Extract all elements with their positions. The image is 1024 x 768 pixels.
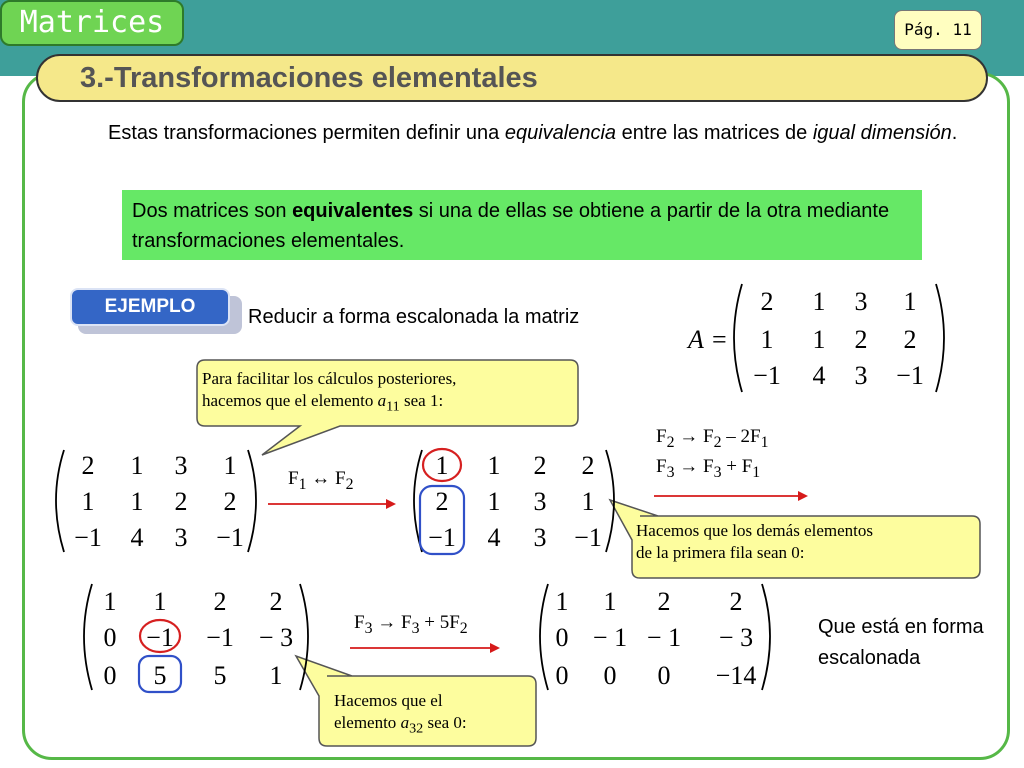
operation-f3-5f2	[354, 612, 468, 638]
matrix-4-cell-0-3: 2	[729, 587, 743, 616]
op4-a: F	[354, 612, 365, 633]
op2-arrow: →	[674, 426, 703, 447]
callout-3-text	[334, 690, 467, 739]
op4-a-sub: 3	[364, 619, 373, 637]
operation-swap-f1-f2	[288, 468, 354, 494]
matrix-1-cell-0-1: 1	[130, 451, 144, 480]
operation-f3	[656, 456, 760, 482]
matrix-3-cell-2-3: 1	[269, 661, 283, 690]
arrow-2-head	[798, 491, 808, 501]
matrix-2-cell-0-1: 1	[487, 451, 501, 480]
matrix-4-cell-2-2: 0	[657, 661, 671, 690]
matrix-1-cell-1-0: 1	[81, 487, 95, 516]
matrix-4-left-paren	[540, 584, 548, 690]
matrix-4-cell-1-0: 0	[555, 623, 569, 652]
matrix-3-cell-1-2: −1	[206, 623, 234, 652]
matrix-a-cell-1-0: 1	[760, 325, 774, 354]
op4-rest: + 5F	[419, 612, 460, 633]
matrix-a-cell-2-1: 4	[812, 361, 826, 390]
matrix-1-cell-0-3: 1	[223, 451, 237, 480]
callout-3-text-b: sea 0:	[423, 713, 467, 732]
matrix-3-cell-0-0: 1	[103, 587, 117, 616]
callout-1-text	[202, 368, 456, 417]
matrix-1-cell-1-3: 2	[223, 487, 237, 516]
matrix-2-cell-2-1: 4	[487, 523, 501, 552]
matrix-2-cell-2-2: 3	[533, 523, 547, 552]
matrix-4-cell-0-0: 1	[555, 587, 569, 616]
matrix-2-cell-1-2: 3	[533, 487, 547, 516]
matrix-1-cell-1-1: 1	[130, 487, 144, 516]
matrix-3-cell-0-1: 1	[153, 587, 167, 616]
op4-arrow: →	[372, 612, 401, 633]
callout-1-var: a	[377, 391, 387, 410]
op3-b: F	[703, 456, 714, 477]
example-prompt: Reducir a forma escalonada la matriz	[248, 306, 580, 328]
callout-2-line-1: Hacemos que los demás elementos	[636, 521, 873, 540]
app-title: Matrices	[0, 0, 184, 46]
callout-3-text-a: elemento	[334, 713, 401, 732]
op1-a: F	[288, 468, 299, 489]
matrix-4-cell-2-1: 0	[603, 661, 617, 690]
matrix-a-cell-1-2: 2	[854, 325, 868, 354]
op4-b: F	[401, 612, 412, 633]
matrix-a-cell-0-1: 1	[812, 287, 826, 316]
matrix-3-cell-1-1: −1	[146, 623, 174, 652]
op2-a: F	[656, 426, 667, 447]
callout-3-line-2	[334, 712, 467, 739]
op3-a: F	[656, 456, 667, 477]
matrix-4-cell-1-1: − 1	[592, 623, 628, 652]
op3-a-sub: 3	[666, 463, 675, 481]
matrix-2-cell-0-3: 2	[581, 451, 595, 480]
matrix-4-cell-2-0: 0	[555, 661, 569, 690]
op4-rest-sub: 2	[459, 619, 468, 637]
matrices-group	[74, 287, 924, 690]
intro-emphasis-1: equivalencia	[504, 122, 617, 144]
matrix-4-cell-0-2: 2	[657, 587, 671, 616]
definition-bold: equivalentes	[292, 200, 414, 222]
matrix-3-left-paren	[84, 584, 92, 690]
op1-a-sub: 1	[298, 475, 307, 493]
callout-2-line-2: de la primera fila sean 0:	[636, 543, 805, 562]
matrix-4-cell-0-1: 1	[603, 587, 617, 616]
matrix-a-left-paren	[734, 284, 742, 392]
matrix-2-cell-2-3: −1	[574, 523, 602, 552]
page-number-badge: Pág. 11	[894, 10, 982, 50]
definition-text-2: si una de ellas se obtiene a partir de la otra mediante transformaciones elementales.	[132, 200, 890, 252]
matrix-4-cell-1-2: − 1	[646, 623, 682, 652]
callout-3-line-1: Hacemos que el	[334, 691, 443, 710]
example-button[interactable]: EJEMPLO	[70, 288, 230, 326]
op2-b-sub: 2	[713, 433, 722, 451]
matrix-a-cell-0-3: 1	[903, 287, 917, 316]
matrix-2-cell-1-0: 2	[435, 487, 449, 516]
op2-rest: – 2F	[721, 426, 761, 447]
op3-b-sub: 3	[713, 463, 722, 481]
callout-1-line-1: Para facilitar los cálculos posteriores,	[202, 369, 457, 388]
matrix-4-cell-2-3: −14	[715, 661, 757, 690]
callout-1-text-a: hacemos que el elemento	[202, 391, 378, 410]
callout-2-text	[636, 520, 873, 564]
matrix-1-cell-2-0: −1	[74, 523, 102, 552]
matrix-1-right-paren	[248, 450, 256, 552]
matrix-1-cell-2-2: 3	[174, 523, 188, 552]
matrix-3-cell-1-0: 0	[103, 623, 117, 652]
matrix-3-cell-0-3: 2	[269, 587, 283, 616]
conclusion-text: Que está en forma escalonada	[818, 616, 984, 669]
matrix-3-cell-2-1: 5	[153, 661, 167, 690]
matrix-a-cell-1-3: 2	[903, 325, 917, 354]
op1-arrow: ↔	[306, 468, 335, 489]
matrix-3-cell-1-3: − 3	[258, 623, 294, 652]
op3-rest: + F	[721, 456, 753, 477]
matrix-a-name: A	[688, 325, 704, 354]
op2-rest-sub: 1	[760, 433, 769, 451]
matrix-a-cell-2-0: −1	[753, 361, 781, 390]
intro-text-1: Estas transformaciones permiten definir una	[108, 122, 505, 144]
matrix-a-cell-2-3: −1	[896, 361, 924, 390]
intro-text-2: entre las matrices de	[616, 122, 813, 144]
op4-b-sub: 3	[411, 619, 420, 637]
intro-text-3: .	[951, 122, 958, 144]
matrix-2-cell-0-2: 2	[533, 451, 547, 480]
callout-1-line-2	[202, 390, 456, 417]
callout-1-text-b: sea 1:	[399, 391, 444, 410]
section-title: 3.-Transformaciones elementales	[80, 62, 538, 94]
matrix-1-cell-0-0: 2	[81, 451, 95, 480]
matrix-a-right-paren	[936, 284, 944, 392]
arrow-3-head	[490, 643, 500, 653]
matrix-4-right-paren	[762, 584, 770, 690]
matrix-1-cell-0-2: 3	[174, 451, 188, 480]
operation-f2	[656, 426, 769, 452]
callout-3-sub: 32	[409, 720, 424, 737]
matrix-a-cell-2-2: 3	[854, 361, 868, 390]
matrix-2-cell-2-0: −1	[428, 523, 456, 552]
matrix-1-cell-2-3: −1	[216, 523, 244, 552]
matrix-2-cell-0-0: 1	[435, 451, 449, 480]
callout-1-sub: 11	[386, 398, 400, 415]
matrix-a-equals: =	[712, 325, 727, 354]
matrix-4-cell-1-3: − 3	[718, 623, 754, 652]
matrix-a-cell-0-0: 2	[760, 287, 774, 316]
op3-arrow: →	[674, 456, 703, 477]
matrix-a-cell-0-2: 3	[854, 287, 868, 316]
matrix-3-cell-0-2: 2	[213, 587, 227, 616]
matrix-1-cell-1-2: 2	[174, 487, 188, 516]
matrix-a-cell-1-1: 1	[812, 325, 826, 354]
op2-b: F	[703, 426, 714, 447]
matrix-1-cell-2-1: 4	[130, 523, 144, 552]
op2-a-sub: 2	[666, 433, 675, 451]
op1-b-sub: 2	[345, 475, 354, 493]
matrix-3-cell-2-0: 0	[103, 661, 117, 690]
matrix-2-cell-1-3: 1	[581, 487, 595, 516]
callout-3-var: a	[400, 713, 410, 732]
definition-text-1: Dos matrices son	[132, 200, 293, 222]
matrix-1-left-paren	[56, 450, 64, 552]
op3-rest-sub: 1	[752, 463, 761, 481]
op1-b: F	[335, 468, 346, 489]
matrix-3-cell-2-2: 5	[213, 661, 227, 690]
intro-emphasis-2: igual dimensión	[812, 122, 952, 144]
arrow-1-head	[386, 499, 396, 509]
matrix-2-cell-1-1: 1	[487, 487, 501, 516]
